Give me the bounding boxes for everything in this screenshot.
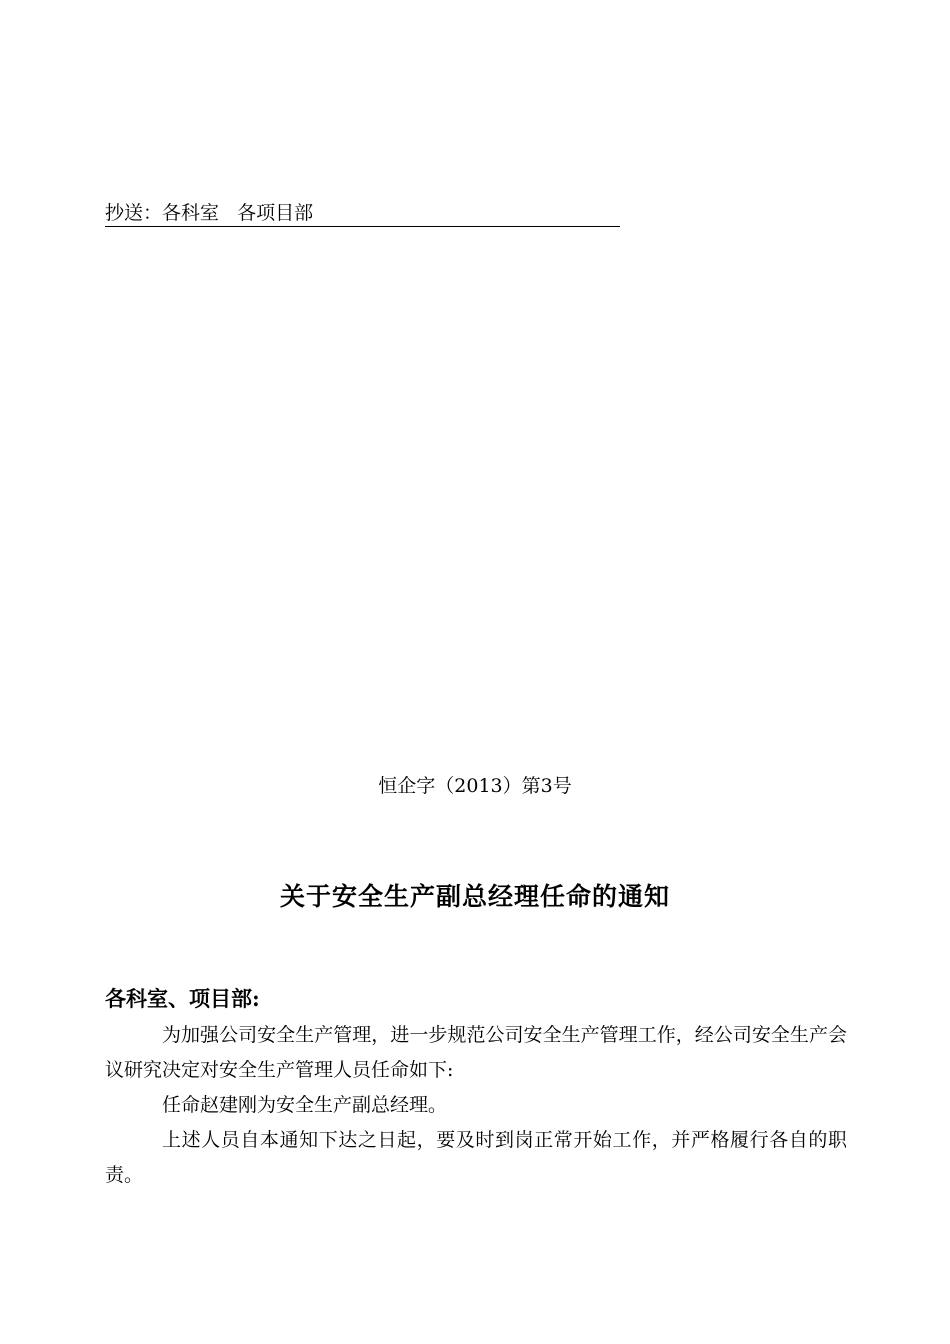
- body-paragraph: 上述人员自本通知下达之日起，要及时到岗正常开始工作，并严格履行各自的职责。: [105, 1129, 847, 1186]
- body-paragraph: 任命赵建刚为安全生产副总经理。: [162, 1094, 448, 1116]
- body-paragraph: 为加强公司安全生产管理，进一步规范公司安全生产管理工作，经公司安全生产会议研究决定对安全生产管理人员任命如下:: [105, 1024, 847, 1081]
- body-text: [105, 1018, 847, 1193]
- cc-recipients: 抄送：各科室 各项目部: [105, 200, 620, 227]
- document-number: 恒企字（2013）第3号: [378, 775, 572, 797]
- document-title: 关于安全生产副总经理任命的通知: [279, 882, 670, 911]
- salutation: 各科室、项目部:: [105, 986, 260, 1011]
